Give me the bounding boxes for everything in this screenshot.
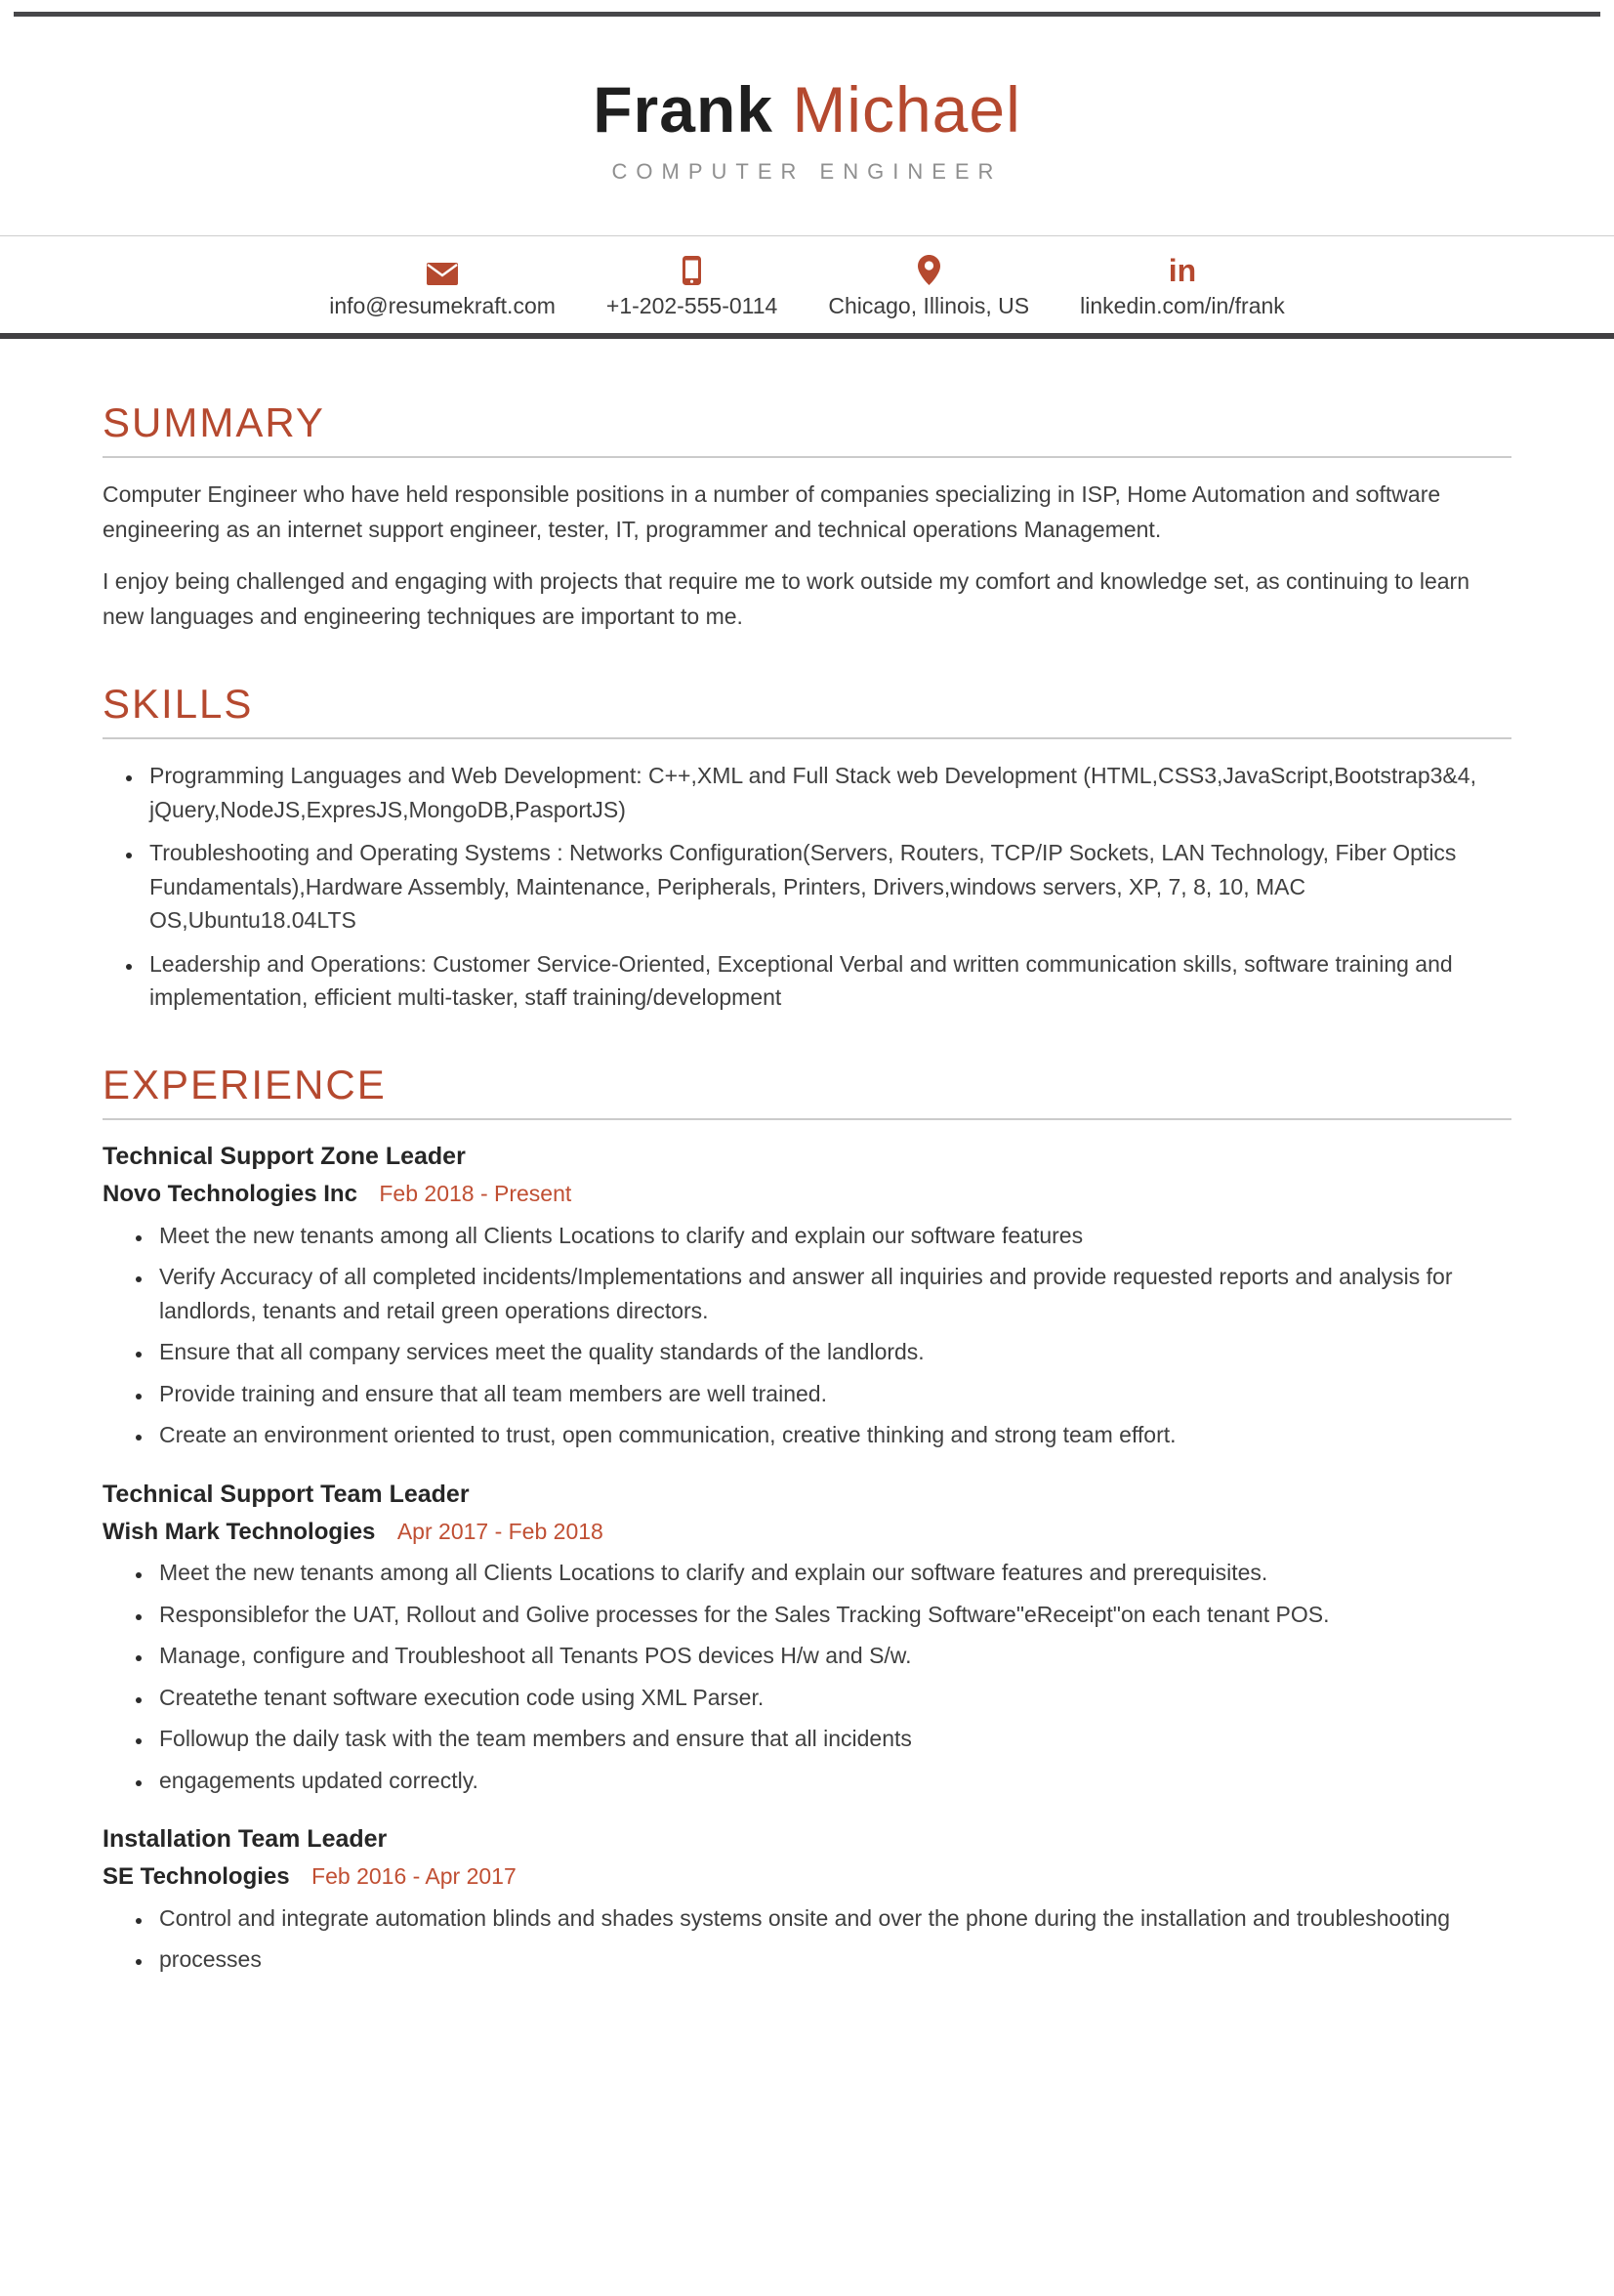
phone-icon [683,252,701,285]
section-title-skills: SKILLS [103,681,1511,739]
job-bullet: • Manage, configure and Troubleshoot all Tenants POS devices H/w and S/w. [153,1639,1511,1673]
linkedin-icon: in [1168,252,1197,288]
resume-header [0,17,1614,185]
contact-row [0,252,1614,319]
contact-email [329,252,556,319]
job-bullet: • engagements updated correctly. [153,1764,1511,1798]
email-icon [427,252,458,285]
skill-item: • Troubleshooting and Operating Systems : Networks Configuration(Servers, Routers, TCP/IP Sockets, LAN Technology, Fiber Optics Fundamentals),Hardware Assembly, Maintenance, Peripherals, Printers, Drivers,windows servers, XP, 7, 8, 10, MAC OS,Ubuntu18.04LTS [144,836,1511,938]
contact-phone [606,252,777,319]
job-meta [103,1860,1511,1894]
job [103,1822,1511,1977]
contact-location [828,252,1029,319]
skill-item: • Leadership and Operations: Customer Service-Oriented, Exceptional Verbal and written communication skills, software training and implementation, efficient multi-tasker, staff training/development [144,947,1511,1015]
contact-bar [0,235,1614,339]
job-bullet: • Createthe tenant software execution code using XML Parser. [153,1681,1511,1715]
job-bullet: • Verify Accuracy of all completed incidents/Implementations and answer all inquiries and provide requested reports and analysis for landlords, tenants and retail green operations directors. [153,1260,1511,1327]
contact-location-text: Chicago, Illinois, US [828,292,1030,318]
section-summary [103,399,1511,635]
job-bullet: • Responsiblefor the UAT, Rollout and Golive processes for the Sales Tracking Software"eReceipt"on each tenant POS. [153,1598,1511,1632]
resume-body [0,399,1614,1977]
job-bullet: • processes [153,1942,1511,1977]
job-bullets [103,1556,1511,1797]
section-title-experience: EXPERIENCE [103,1062,1511,1120]
section-skills [103,681,1511,1015]
job-title: Installation Team Leader [103,1825,388,1854]
job-bullets [103,1219,1511,1452]
job-dates: Feb 2018 - Present [379,1180,572,1206]
job-dates: Apr 2017 - Feb 2018 [396,1518,603,1544]
job-bullet: • Meet the new tenants among all Clients Locations to clarify and explain our software features [153,1219,1511,1253]
job-title: Technical Support Team Leader [103,1480,470,1508]
job-bullet: • Meet the new tenants among all Clients Locations to clarify and explain our software features and prerequisites. [153,1556,1511,1590]
summary-paragraph: Computer Engineer who have held responsible positions in a number of companies specializing in ISP, Home Automation and software engineering as an internet support engineer, tester, IT, programmer and technical operations Management. [103,480,1441,542]
job-company: Wish Mark Technologies [103,1518,376,1545]
job-meta [103,1178,1511,1211]
candidate-title: COMPUTER ENGINEER [611,158,1003,184]
candidate-name [0,73,1614,147]
candidate-last-name: Michael [792,73,1021,146]
contact-linkedin-text: linkedin.com/in/frank [1080,292,1285,318]
job-title: Technical Support Zone Leader [103,1142,466,1170]
job-dates: Feb 2016 - Apr 2017 [311,1863,517,1890]
job-bullet: • Create an environment oriented to trust, open communication, creative thinking and strong team effort. [153,1418,1511,1452]
contact-phone-text: +1-202-555-0114 [605,292,778,318]
candidate-first-name: Frank [593,73,773,146]
job-company: Novo Technologies Inc [103,1180,357,1207]
resume-page [0,12,1614,1977]
job-bullet: • Control and integrate automation blinds and shades systems onsite and over the phone during the installation and troubleshooting [153,1901,1511,1936]
summary-paragraph: I enjoy being challenged and engaging with projects that require me to work outside my comfort and knowledge set, as continuing to learn new languages and engineering techniques are important to me. [103,568,1470,629]
job-meta [103,1516,1511,1549]
skills-list [103,759,1511,1015]
job-bullet: • Followup the daily task with the team members and ensure that all incidents [153,1722,1511,1756]
job-company: SE Technologies [103,1863,290,1891]
contact-email-text: info@resumekraft.com [329,292,556,318]
section-title-summary: SUMMARY [103,399,1511,458]
location-icon [918,252,940,285]
job-bullet: • Provide training and ensure that all team members are well trained. [153,1377,1511,1411]
job [103,1478,1511,1798]
section-experience [103,1062,1511,1977]
skill-item: • Programming Languages and Web Development: C++,XML and Full Stack web Development (HTML,CSS3,JavaScript,Bootstrap3&4, jQuery,NodeJS,ExpresJS,MongoDB,PasportJS) [144,759,1511,826]
contact-linkedin [1080,252,1285,319]
job-bullets [103,1901,1511,1977]
job [103,1140,1511,1452]
job-bullet: • Ensure that all company services meet the quality standards of the landlords. [153,1335,1511,1369]
